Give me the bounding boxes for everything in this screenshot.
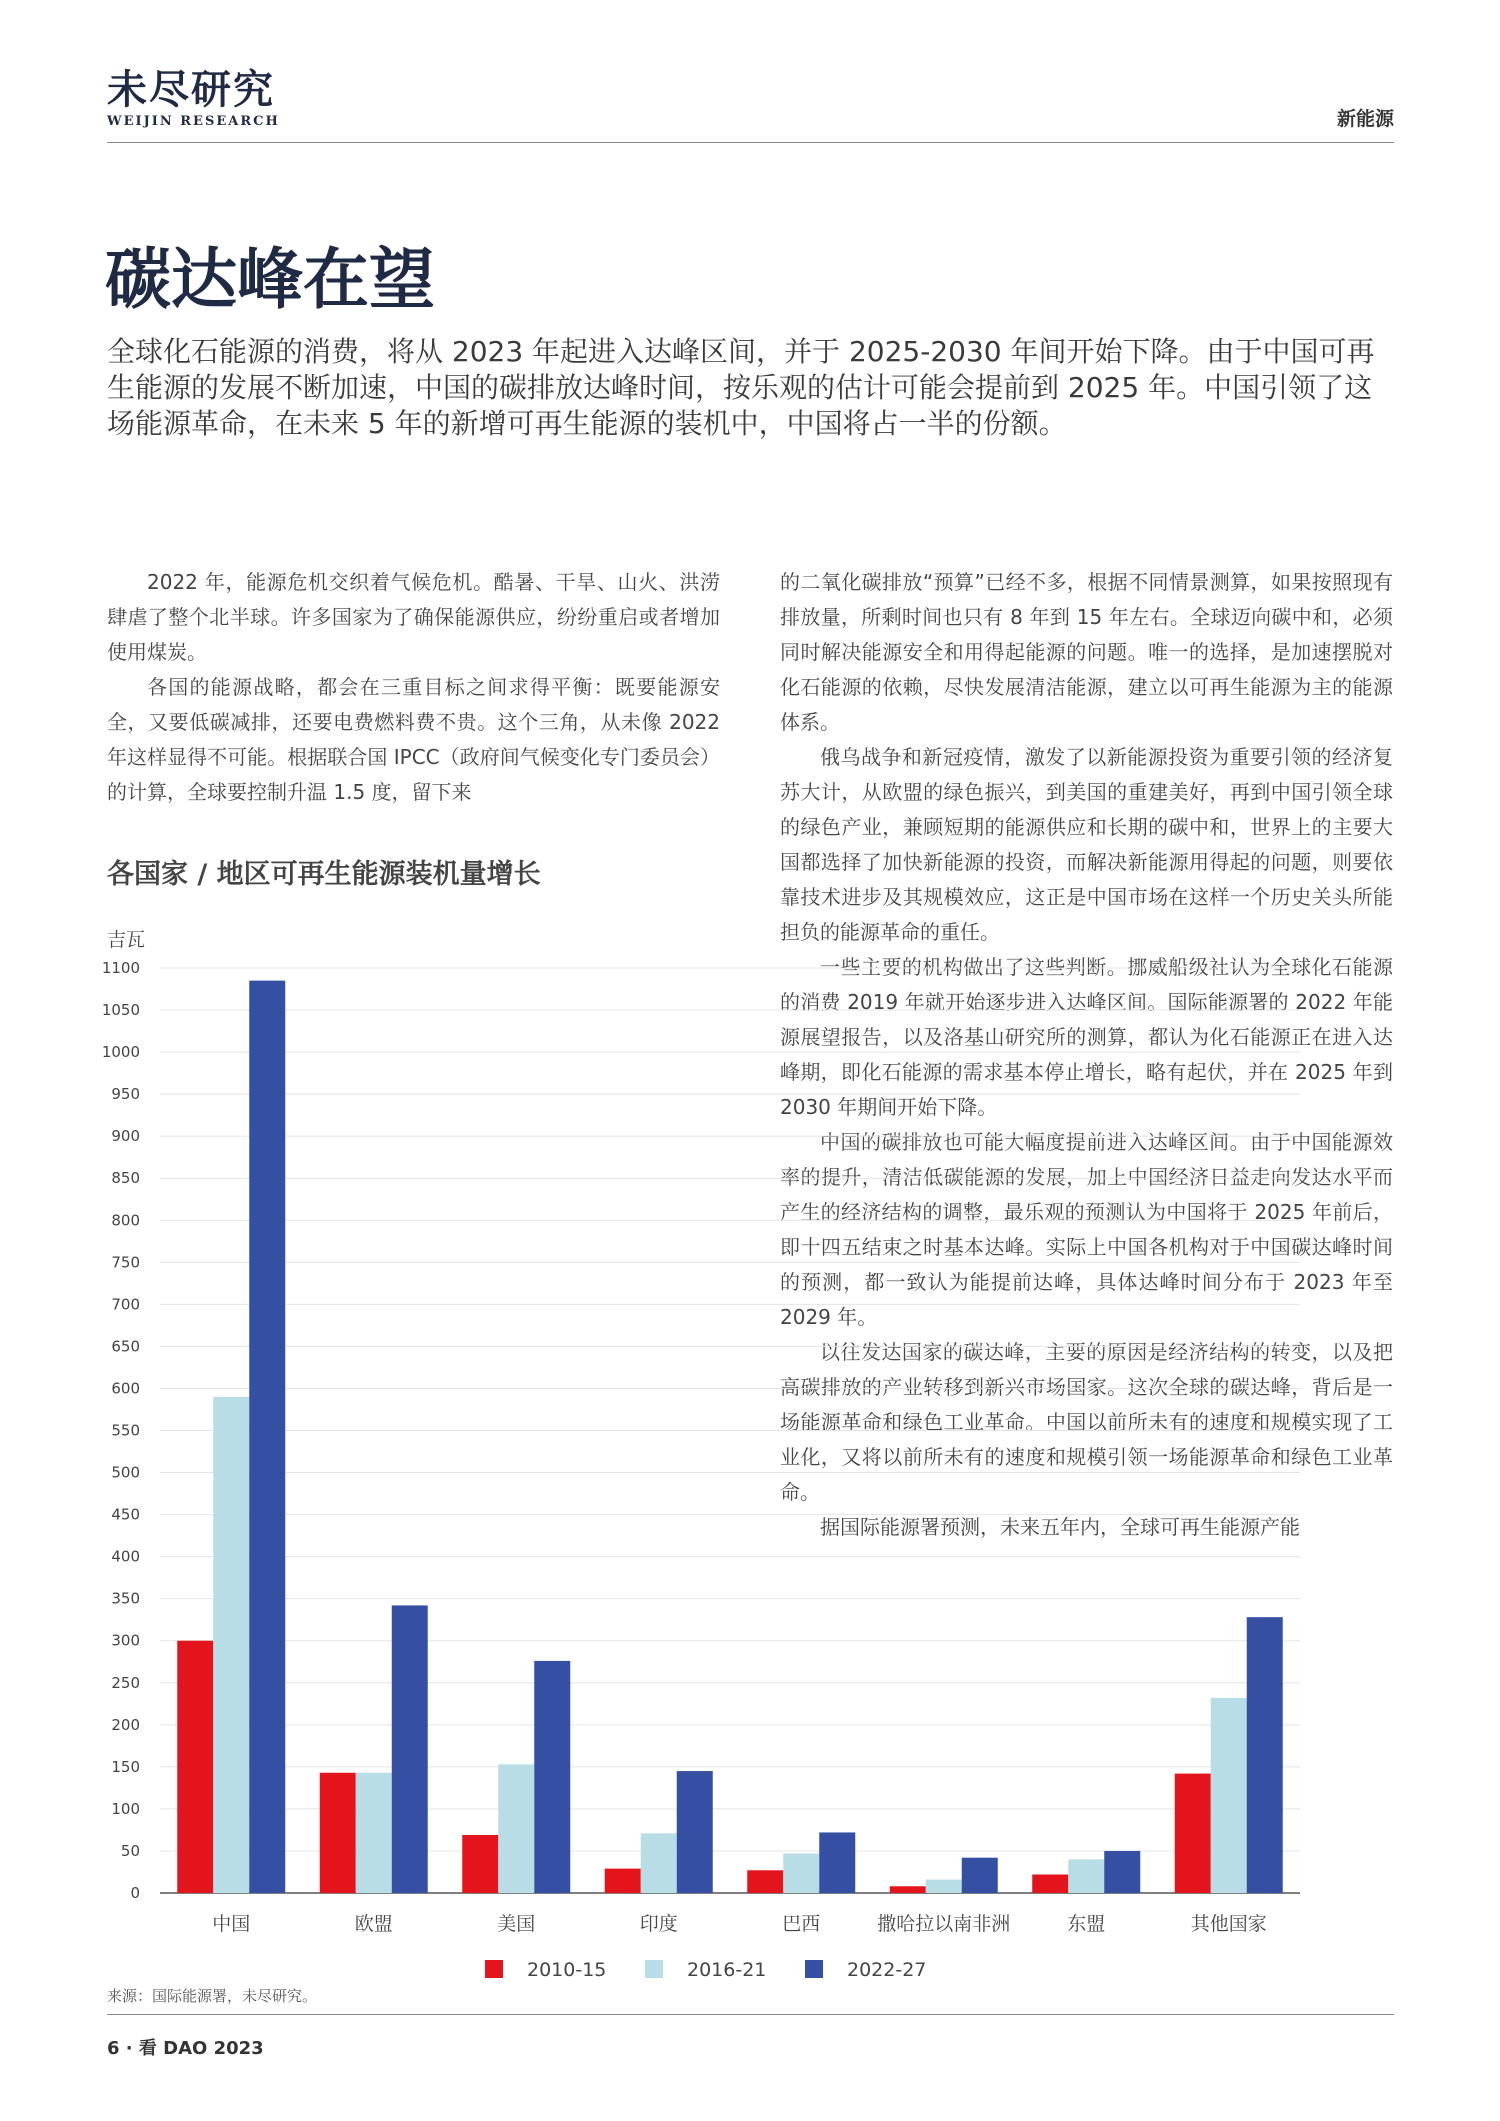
bar xyxy=(356,1773,392,1893)
legend-label: 2010-15 xyxy=(527,1959,607,1981)
section-label: 新能源 xyxy=(1336,108,1394,130)
y-tick-label: 800 xyxy=(111,1211,140,1230)
bar xyxy=(498,1764,534,1893)
y-tick-label: 1100 xyxy=(101,959,140,977)
y-tick-label: 150 xyxy=(111,1757,140,1776)
bar xyxy=(783,1853,819,1893)
logo xyxy=(107,68,280,129)
page-title: 碳达峰在望 xyxy=(105,241,435,318)
x-category-label: 中国 xyxy=(212,1913,251,1935)
logo-subtext: WEIJIN RESEARCH xyxy=(107,114,280,129)
bar xyxy=(1068,1859,1104,1893)
body-paragraph: 以往发达国家的碳达峰，主要的原因是经济结构的转变，以及把高碳排放的产业转移到新兴市场国家。这次全球的碳达峰，背后是一场能源革命和绿色工业革命。中国以前所未有的速度和规模实现了工业化，又将以前所未有的速度和规模引领一场能源革命和绿色工业革命。 xyxy=(780,1340,1393,1504)
x-category-label: 其他国家 xyxy=(1190,1913,1267,1935)
y-tick-label: 450 xyxy=(111,1505,140,1524)
y-tick-label: 1050 xyxy=(101,1001,140,1020)
x-category-label: 撒哈拉以南非洲 xyxy=(877,1913,1011,1935)
header-divider xyxy=(107,142,1394,143)
y-tick-label: 650 xyxy=(111,1337,140,1356)
y-tick-label: 850 xyxy=(111,1169,140,1188)
bar xyxy=(177,1641,213,1893)
bar xyxy=(1104,1851,1140,1893)
legend-label: 2016-21 xyxy=(687,1959,767,1981)
bar xyxy=(677,1771,713,1893)
body-paragraph: 一些主要的机构做出了这些判断。挪威船级社认为全球化石能源的消费 2019 年就开始逐步进入达峰区间。国际能源署的 2022 年能源展望报告，以及洛基山研究所的测算，都认为化石能源正在进入达峰期，即化石能源的需求基本停止增长，略有起伏，并在 2025 年到 2030 年期间开始下降。 xyxy=(780,955,1393,1119)
body-paragraph: 据国际能源署预测，未来五年内，全球可再生能源产能 xyxy=(820,1515,1300,1539)
body-paragraph: 俄乌战争和新冠疫情，激发了以新能源投资为重要引领的经济复苏大计，从欧盟的绿色振兴，到美国的重建美好，再到中国引领全球的绿色产业，兼顾短期的能源供应和长期的碳中和，世界上的主要大国都选择了加快新能源的投资，而解决新能源用得起的问题，则要依靠技术进步及其规模效应，这正是中国市场在这样一个历史关头所能担负的能源革命的重任。 xyxy=(780,745,1393,944)
bar xyxy=(1247,1617,1283,1893)
footer-divider xyxy=(107,2014,1394,2015)
y-tick-label: 300 xyxy=(111,1631,140,1650)
legend-swatch xyxy=(645,1960,663,1978)
bar xyxy=(320,1773,356,1893)
bar xyxy=(747,1870,783,1893)
y-tick-label: 200 xyxy=(111,1715,140,1734)
bar xyxy=(926,1880,962,1893)
legend-label: 2022-27 xyxy=(847,1959,927,1981)
x-category-label: 巴西 xyxy=(782,1913,821,1935)
y-tick-label: 500 xyxy=(111,1463,140,1482)
x-category-label: 欧盟 xyxy=(354,1913,393,1935)
y-tick-label: 50 xyxy=(120,1841,140,1860)
y-tick-label: 550 xyxy=(111,1421,140,1440)
bar xyxy=(890,1886,926,1893)
y-tick-label: 750 xyxy=(111,1253,140,1272)
page-footer: 6 · 看 DAO 2023 xyxy=(107,2038,264,2059)
chart-title: 各国家 / 地区可再生能源装机量增长 xyxy=(107,859,541,890)
lead-paragraph: 全球化石能源的消费，将从 2023 年起进入达峰区间，并于 2025-2030 年间开始下降。由于中国可再生能源的发展不断加速，中国的碳排放达峰时间，按乐观的估计可能会提前到 2025 年。中国引领了这场能源革命，在未来 5 年的新增可再生能源的装机中，中国将占一半的份额。 xyxy=(107,335,1375,440)
y-tick-label: 400 xyxy=(111,1547,140,1566)
bar xyxy=(1175,1774,1211,1893)
y-tick-label: 700 xyxy=(111,1295,140,1314)
bar xyxy=(213,1397,249,1893)
bar xyxy=(1211,1698,1247,1893)
bar-chart xyxy=(0,940,1500,1985)
bar xyxy=(534,1661,570,1893)
x-category-label: 印度 xyxy=(639,1913,678,1935)
y-tick-label: 600 xyxy=(111,1379,140,1398)
bar xyxy=(819,1832,855,1893)
logo-text: 未尽研究 xyxy=(107,66,275,113)
bar xyxy=(462,1835,498,1893)
legend-swatch xyxy=(485,1960,503,1978)
bar xyxy=(392,1605,428,1893)
chart-y-unit-label: 吉瓦 xyxy=(107,929,146,951)
body-paragraph-continued: 的二氧化碳排放“预算”已经不多，根据不同情景测算，如果按照现有排放量，所剩时间也只有 8 年到 15 年左右。全球迈向碳中和，必须同时解决能源安全和用得起能源的问题。唯一的选择，是加速摆脱对化石能源的依赖，尽快发展清洁能源，建立以可再生能源为主的能源体系。 xyxy=(780,570,1393,734)
bar xyxy=(1032,1875,1068,1894)
x-category-label: 东盟 xyxy=(1067,1913,1106,1935)
left-column xyxy=(107,565,720,810)
legend-swatch xyxy=(805,1960,823,1978)
body-paragraph: 中国的碳排放也可能大幅度提前进入达峰区间。由于中国能源效率的提升，清洁低碳能源的发展，加上中国经济日益走向发达水平而产生的经济结构的调整，最乐观的预测认为中国将于 2025 年前后，即十四五结束之时基本达峰。实际上中国各机构对于中国碳达峰时间的预测，都一致认为能提前达峰，具体达峰时间分布于 2023 年至 2029 年。 xyxy=(780,1130,1393,1329)
y-tick-label: 0 xyxy=(130,1884,140,1902)
body-paragraph: 各国的能源战略，都会在三重目标之间求得平衡：既要能源安全，又要低碳减排，还要电费燃料费不贵。这个三角，从未像 2022 年这样显得不可能。根据联合国 IPCC（政府间气候变化专门委员会）的计算，全球要控制升温 1.5 度，留下来 xyxy=(107,675,720,804)
y-tick-label: 1000 xyxy=(101,1043,140,1062)
y-tick-label: 250 xyxy=(111,1673,140,1692)
y-tick-label: 100 xyxy=(111,1799,140,1818)
y-tick-label: 900 xyxy=(111,1127,140,1146)
bar xyxy=(962,1858,998,1893)
body-paragraph: 2022 年，能源危机交织着气候危机。酷暑、干旱、山火、洪涝肆虐了整个北半球。许多国家为了确保能源供应，纷纷重启或者增加使用煤炭。 xyxy=(107,570,720,664)
source-note: 来源：国际能源署，未尽研究。 xyxy=(107,1987,318,2005)
y-tick-label: 950 xyxy=(111,1085,140,1104)
bar xyxy=(249,981,285,1893)
bar xyxy=(605,1869,641,1893)
x-category-label: 美国 xyxy=(497,1913,536,1935)
bar xyxy=(641,1833,677,1893)
y-tick-label: 350 xyxy=(111,1589,140,1608)
